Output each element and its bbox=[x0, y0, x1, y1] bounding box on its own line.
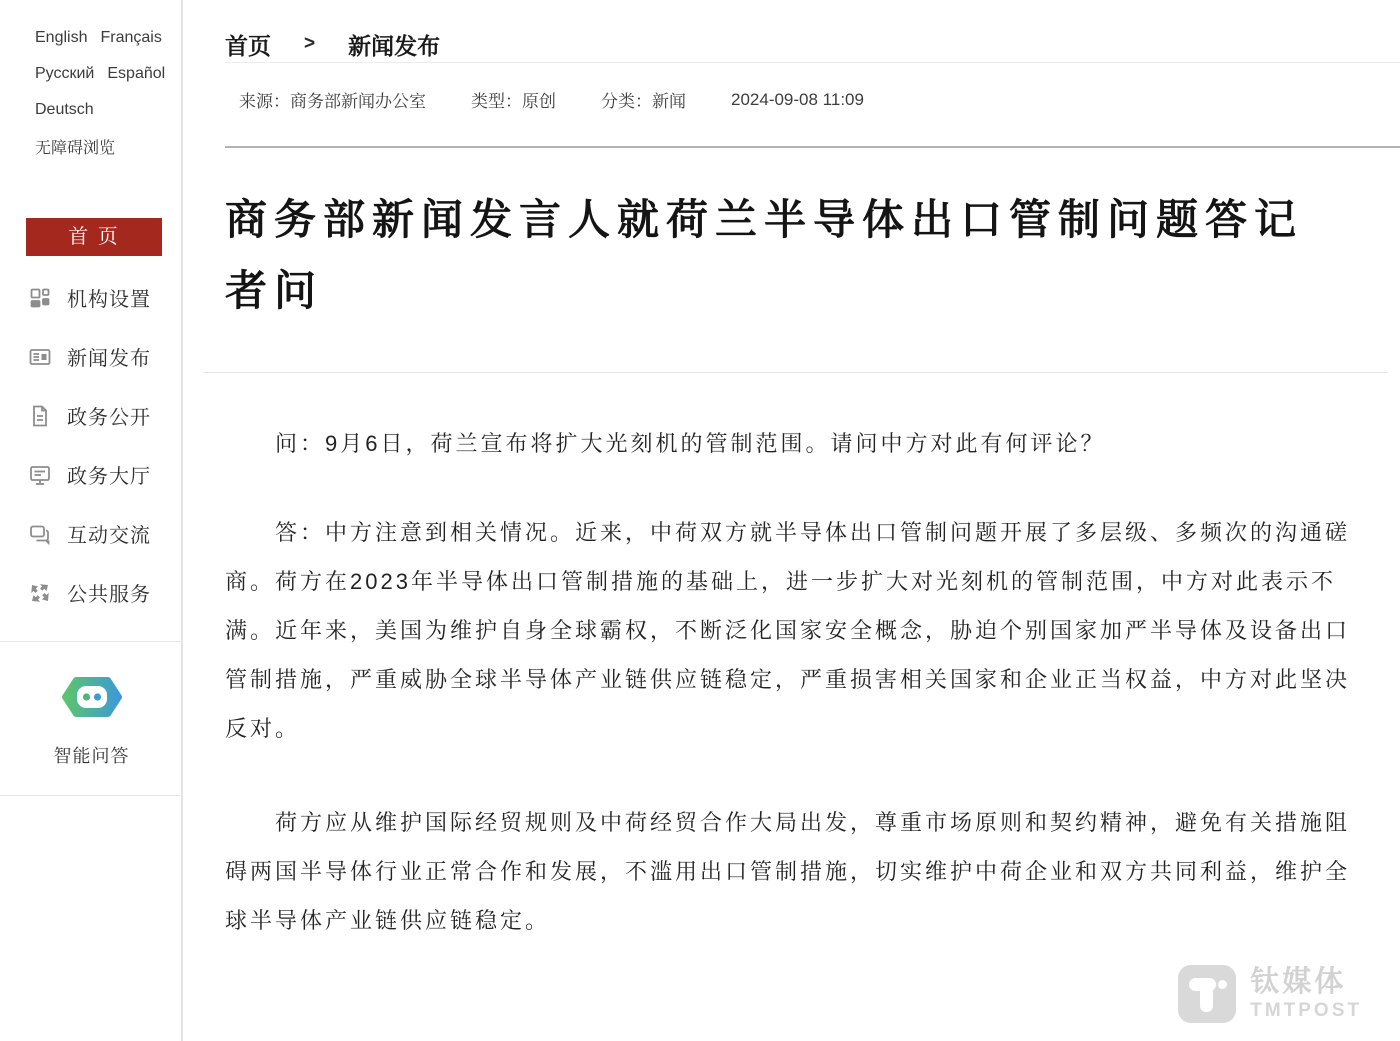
meta-divider bbox=[225, 146, 1400, 148]
document-icon bbox=[28, 404, 52, 428]
lang-francais[interactable]: Français bbox=[100, 29, 162, 46]
sidebar-item-label: 公共服务 bbox=[67, 584, 151, 606]
language-links bbox=[0, 0, 181, 164]
article-area bbox=[225, 0, 1400, 945]
paragraph-answer-continued: 荷方应从维护国际经贸规则及中荷经贸合作大局出发，尊重市场原则和契约精神，避免有关措施阻碍两国半导体行业正常合作和发展，不滥用出口管制措施，切实维护中荷企业和双方共同利益，维护全球半导体产业链供应链稳定。 bbox=[225, 810, 1351, 933]
tmtpost-logo-icon bbox=[1178, 965, 1236, 1023]
article-body bbox=[225, 419, 1360, 945]
smart-qa-widget[interactable] bbox=[0, 662, 183, 768]
meta-type bbox=[471, 87, 556, 112]
sidebar-item-label: 机构设置 bbox=[67, 289, 151, 311]
sidebar-item-label: 互动交流 bbox=[67, 525, 151, 547]
meta-category bbox=[601, 87, 686, 112]
sidebar bbox=[0, 0, 183, 1041]
sidebar-item-gov-hall[interactable] bbox=[0, 445, 183, 504]
sidebar-item-home[interactable]: 首 页 bbox=[26, 218, 162, 256]
tmtpost-watermark bbox=[1178, 965, 1362, 1023]
tmtpost-watermark-text bbox=[1250, 967, 1362, 1022]
sidebar-item-news[interactable] bbox=[0, 327, 183, 386]
smart-qa-label: 智能问答 bbox=[53, 746, 130, 766]
main-content bbox=[185, 0, 1400, 1041]
lang-english[interactable]: English bbox=[35, 29, 88, 46]
title-divider bbox=[203, 372, 1388, 373]
meta-source-value: 商务部新闻办公室 bbox=[290, 92, 426, 111]
breadcrumb-separator: > bbox=[304, 33, 316, 54]
page-title: 商务部新闻发言人就荷兰半导体出口管制问题答记者问 bbox=[225, 196, 1304, 314]
language-row bbox=[35, 20, 181, 56]
meta-category-value: 新闻 bbox=[652, 92, 686, 111]
sidebar-item-organization[interactable] bbox=[0, 268, 183, 327]
meta-category-label: 分类： bbox=[601, 92, 652, 111]
sidebar-item-label: 政务公开 bbox=[67, 407, 151, 429]
paragraph-question: 问：9月6日，荷兰宣布将扩大光刻机的管制范围。请问中方对此有何评论？ bbox=[275, 431, 1106, 456]
sidebar-item-interaction[interactable] bbox=[0, 504, 183, 563]
sidebar-menu bbox=[0, 268, 183, 622]
lang-russian[interactable]: Русский bbox=[35, 65, 95, 82]
arrows-icon bbox=[28, 581, 52, 605]
meta-source-label: 来源： bbox=[239, 92, 290, 111]
monitor-icon bbox=[28, 463, 52, 487]
sidebar-divider bbox=[0, 795, 183, 796]
robot-icon bbox=[62, 674, 122, 720]
paragraph-answer: 答：中方注意到相关情况。近来，中荷双方就半导体出口管制问题开展了多层级、多频次的沟通磋商。荷方在2023年半导体出口管制措施的基础上，进一步扩大对光刻机的管制范围，中方对此表示不满。近年来，美国为维护自身全球霸权，不断泛化国家安全概念，胁迫个别国家加严半导体及设备出口管制措施，严重威胁全球半导体产业链供应链稳定，严重损害相关国家和企业正当权益，中方对此坚决反对。 bbox=[225, 520, 1351, 741]
org-grid-icon bbox=[28, 286, 52, 310]
watermark-cn-label: 钛媒体 bbox=[1250, 965, 1347, 998]
breadcrumb bbox=[225, 0, 1400, 62]
language-row bbox=[35, 92, 181, 128]
breadcrumb-home-link[interactable]: 首页 bbox=[225, 32, 271, 59]
chat-icon bbox=[28, 522, 52, 546]
sidebar-item-label: 政务大厅 bbox=[67, 466, 151, 488]
article-meta bbox=[225, 63, 1400, 146]
meta-type-value: 原创 bbox=[522, 92, 556, 111]
sidebar-item-gov-disclosure[interactable] bbox=[0, 386, 183, 445]
lang-espanol[interactable]: Español bbox=[107, 65, 166, 82]
sidebar-item-label: 新闻发布 bbox=[67, 348, 151, 370]
lang-deutsch[interactable]: Deutsch bbox=[35, 101, 94, 118]
sidebar-divider bbox=[0, 641, 183, 642]
language-row bbox=[35, 56, 181, 92]
breadcrumb-current[interactable]: 新闻发布 bbox=[348, 32, 441, 59]
sidebar-item-public-services[interactable] bbox=[0, 563, 183, 622]
language-row bbox=[35, 128, 181, 164]
meta-datetime: 2024-09-08 11:09 bbox=[731, 89, 864, 109]
accessibility-browse-link[interactable]: 无障碍浏览 bbox=[35, 139, 116, 157]
meta-source bbox=[239, 87, 426, 112]
meta-type-label: 类型： bbox=[471, 92, 522, 111]
watermark-en-label: TMTPOST bbox=[1250, 999, 1362, 1021]
newspaper-icon bbox=[28, 345, 52, 369]
